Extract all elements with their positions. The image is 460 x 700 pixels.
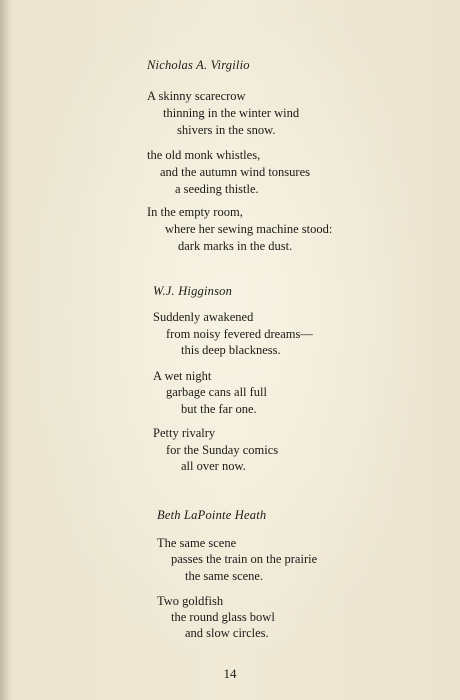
poem-line: thinning in the winter wind (163, 106, 300, 120)
poem-line: Petty rivalry (153, 426, 216, 440)
poem-line: where her sewing machine stood: (165, 222, 333, 236)
poem-line: A wet night (153, 369, 212, 383)
poem-line: In the empty room, (147, 205, 243, 219)
spine-shadow (0, 0, 10, 700)
poem-line: Two goldfish (157, 594, 224, 608)
poem-line: Suddenly awakened (153, 310, 254, 324)
poem-line: a seeding thistle. (175, 182, 259, 196)
poem-line: A skinny scarecrow (147, 89, 246, 103)
poem-line: The same scene (157, 536, 237, 550)
page-number: 14 (223, 666, 237, 681)
poem-line: and slow circles. (185, 626, 269, 640)
poem-line: the round glass bowl (171, 610, 275, 624)
poem-line: dark marks in the dust. (178, 239, 293, 253)
poem-line: garbage cans all full (166, 385, 267, 399)
poem-line: all over now. (181, 459, 246, 473)
author-name: Nicholas A. Virgilio (147, 58, 250, 72)
poem-line: passes the train on the prairie (171, 552, 318, 566)
poem-line: but the far one. (181, 402, 257, 416)
poem-line: for the Sunday comics (166, 443, 279, 457)
poem-line: the same scene. (185, 569, 264, 583)
poem-line: this deep blackness. (181, 343, 281, 357)
author-name: Beth LaPointe Heath (157, 508, 267, 522)
poem-line: and the autumn wind tonsures (160, 165, 310, 179)
poem-line: from noisy fevered dreams— (166, 327, 313, 341)
poem-line: shivers in the snow. (177, 123, 276, 137)
poem-line: the old monk whistles, (147, 148, 261, 162)
author-name: W.J. Higginson (153, 284, 233, 298)
